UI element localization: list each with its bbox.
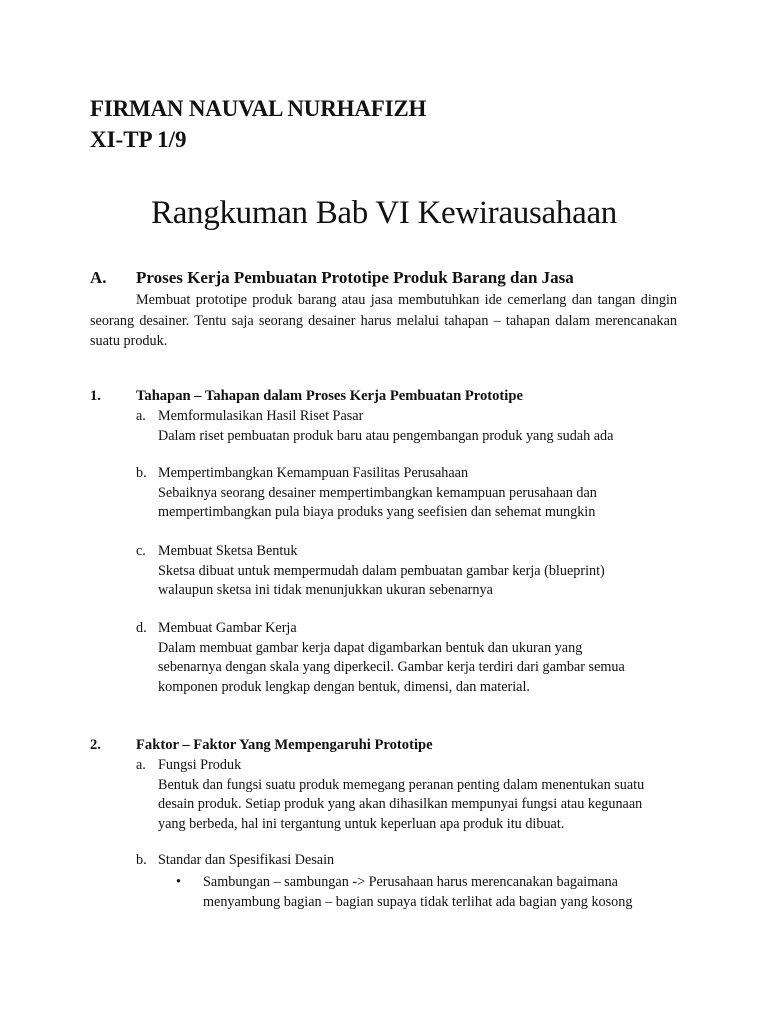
list-item-body xyxy=(158,776,663,835)
section-2-heading xyxy=(90,737,433,754)
list-item-label: Standar dan Spesifikasi Desain xyxy=(158,852,335,868)
section-a-heading xyxy=(90,268,680,288)
list-item-letter: c. xyxy=(136,543,146,559)
list-item-label: Fungsi Produk xyxy=(158,757,242,773)
section-2-marker: 2. xyxy=(90,737,101,753)
body-line: Dalam membuat gambar kerja dapat digambarkan bentuk dan ukuran yang xyxy=(158,639,583,656)
author-class: XI-TP 1/9 xyxy=(90,127,187,152)
section-a-title: Proses Kerja Pembuatan Prototipe Produk Barang dan Jasa xyxy=(136,268,574,287)
body-line: sebenarnya dengan skala yang diperkecil. Gambar kerja terdiri dari gambar semua xyxy=(158,659,625,675)
body-line: Sambungan – sambungan -> Perusahaan harus merencanakan bagaimana xyxy=(203,874,618,890)
body-line: Sketsa dibuat untuk mempermudah dalam pembuatan gambar kerja (blueprint) xyxy=(158,562,605,579)
list-item-letter: a. xyxy=(136,757,146,773)
body-line: walaupun sketsa ini tidak menunjukkan ukuran sebenarnya xyxy=(158,582,493,598)
section-2-title: Faktor – Faktor Yang Mempengaruhi Prototipe xyxy=(136,737,433,753)
list-item-label: Mempertimbangkan Kemampuan Fasilitas Perusahaan xyxy=(158,465,469,481)
section-1-heading xyxy=(90,388,523,405)
list-item-letter: a. xyxy=(136,408,146,424)
body-line: menyambung bagian – bagian supaya tidak terlihat ada bagian yang kosong xyxy=(203,894,633,910)
author-name: FIRMAN NAUVAL NURHAFIZH xyxy=(90,96,427,121)
list-item-letter: b. xyxy=(136,852,147,868)
section-1-marker: 1. xyxy=(90,388,101,404)
list-item-body xyxy=(158,639,663,698)
section-a-marker: A. xyxy=(90,268,107,287)
document-title: Rangkuman Bab VI Kewirausahaan xyxy=(150,195,617,231)
body-line: Sebaiknya seorang desainer mempertimbangkan kemampuan perusahaan dan xyxy=(158,484,597,501)
body-line: desain produk. Setiap produk yang akan dihasilkan mempunyai fungsi atau kegunaan xyxy=(158,796,643,812)
list-item-letter: b. xyxy=(136,465,147,481)
body-line: komponen produk lengkap dengan bentuk, dimensi, dan material. xyxy=(158,678,530,695)
body-line: mempertimbangkan pula biaya produks yang seefisien dan sehemat mungkin xyxy=(158,504,596,520)
list-item-letter: d. xyxy=(136,620,147,636)
list-item-body xyxy=(158,484,663,523)
list-item-label: Memformulasikan Hasil Riset Pasar xyxy=(158,408,364,424)
body-line: Dalam riset pembuatan produk baru atau pengembangan produk yang sudah ada xyxy=(158,427,614,444)
list-item-label: Membuat Gambar Kerja xyxy=(158,620,297,636)
section-1-title: Tahapan – Tahapan dalam Proses Kerja Pembuatan Prototipe xyxy=(136,388,523,404)
bullet-text xyxy=(203,872,673,912)
body-line: yang berbeda, hal ini tergantung untuk keperluan apa produk itu dibuat. xyxy=(158,815,565,832)
section-a-intro: Membuat prototipe produk barang atau jasa membutuhkan ide cemerlang dan tangan dingin seorang desainer. Tentu saja seorang desainer harus melalui tahapan – tahapan dalam merencanakan suatu produk. xyxy=(90,292,677,349)
list-item-body xyxy=(158,562,663,601)
body-line: Bentuk dan fungsi suatu produk memegang peranan penting dalam menentukan suatu xyxy=(158,776,645,793)
bullet-icon: • xyxy=(176,874,181,890)
list-item-body xyxy=(158,427,663,447)
list-item-label: Membuat Sketsa Bentuk xyxy=(158,543,298,559)
